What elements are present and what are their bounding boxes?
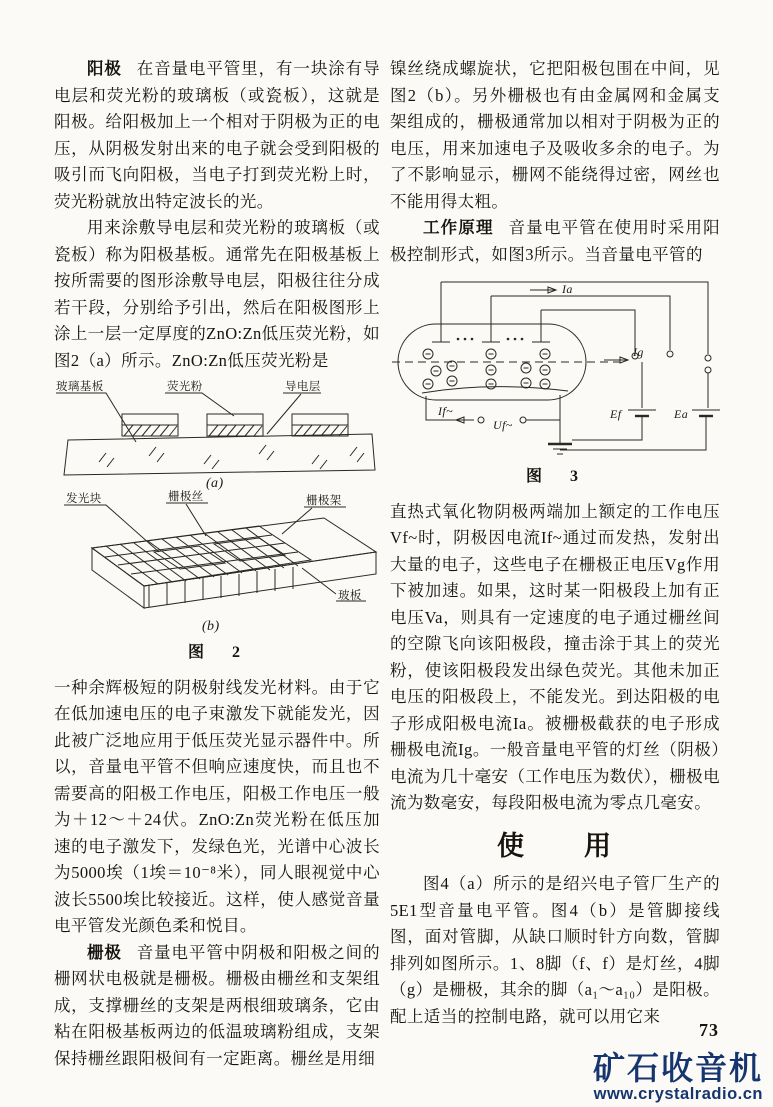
para-anode-heading: 阳极 xyxy=(87,59,122,78)
para-working-principle xyxy=(390,215,720,268)
para-phosphor-material xyxy=(54,675,380,940)
fig2b-label-glass-plate: 玻板 xyxy=(338,590,362,602)
fig3-anode-segments xyxy=(432,282,550,342)
page-number: 73 xyxy=(699,1020,719,1040)
para-anode xyxy=(54,56,380,215)
fig3-label-ea: Ea xyxy=(674,407,689,421)
fig3-label-ef: Ef xyxy=(610,407,622,421)
fig2a-label-glass-base: 玻璃基板 xyxy=(56,381,104,393)
fig2b-grid-mesh xyxy=(92,526,311,586)
fig2a-anode-segments xyxy=(122,414,348,436)
fig3-ground-icon xyxy=(548,444,572,454)
fig3-label-ig: Ig xyxy=(633,345,644,359)
fig2a-label-conductive: 导电层 xyxy=(285,381,321,393)
fig2a-leader-phosphor xyxy=(165,393,234,416)
fig3-label-if: If~ xyxy=(438,404,454,418)
para-grid-text: 音量电平管中阴极和阳极之间的栅网状电极就是栅极。栅极由栅丝和支架组成，支撑栅丝的支架是两根细玻璃条，它由粘在阳极基板两边的低温玻璃粉组成，支架保持栅丝跟阳极间有一定距离。栅丝是用细 xyxy=(54,942,380,1068)
para-phosphor-material-text: 一种余辉极短的阴极射线发光材料。由于它在低加速电压的电子束激发下就能发光，因此被广泛地应用于低压荧光显示器件中。所以，音量电平管不但响应速度快，而且也不需要高的阳极工作电压，阳极工作电压一般为＋12～＋24伏。ZnO:Zn荧光粉在低压加速的电子激发下，发绿色光，光谱中心波长为5000埃（1埃＝10⁻⁸米），同人眼视觉中心波长5500埃比较接近。这样，使人感觉音量电平管发光颜色柔和悦目。 xyxy=(54,677,380,935)
para-working-principle-heading: 工作原理 xyxy=(423,218,494,237)
para-anode-text: 在音量电平管里，有一块涂有导电层和荧光粉的玻璃板（或瓷板），这就是阳极。给阳极加上一个相对于阴极为正的电压，从阴极发射出来的电子就会受到阳极的吸引而飞向阳极，当电子打到荧光粉上时，荧光粉就放出特定波长的光。 xyxy=(54,59,380,211)
fig3-label-uf: Uf~ xyxy=(493,418,513,432)
fig3-label-ia: Ia xyxy=(562,282,573,296)
para-operation-detail xyxy=(390,499,720,817)
watermark-url: www.crystalradio.cn xyxy=(593,1084,763,1103)
fig2a-caption: (a) xyxy=(206,476,224,490)
para-working-principle-text: 音量电平管在使用时采用阳极控制形式，如图3所示。当音量电平管的 xyxy=(390,218,720,264)
figure-3-caption: 图 3 xyxy=(525,468,584,485)
para-anode-base-text: 用来涂敷导电层和荧光粉的玻璃板（或瓷板）称为阳极基板。通常先在阳极基板上按所需要的图形涂敷导电层，阳极往往分成若干段，分别给予引出，然后在阳极图形上涂上一层一定厚度的ZnO:Zn低压荧光粉，如图2（a）所示。ZnO:Zn低压荧光粉是 xyxy=(54,218,380,370)
para-usage xyxy=(390,871,720,1030)
figure-3-drawing xyxy=(390,272,720,462)
para-grid xyxy=(54,940,380,1073)
fig3-electrons xyxy=(423,349,550,389)
fig2b-caption: (b) xyxy=(202,619,220,634)
fig2a-leader-glass-base xyxy=(56,393,136,442)
section-title-usage: 使 用 xyxy=(497,830,613,861)
fig2a-label-phosphor: 荧光粉 xyxy=(167,381,203,393)
fig2a-substrate xyxy=(64,434,375,475)
fig2a-substrate-hatch xyxy=(99,445,364,469)
para-usage-text: 图4（a）所示的是绍兴电子管厂生产的5E1型音量电平管。图4（b）是管脚接线图，面对管脚，从缺口顺时针方向数，管脚排列如图所示。1、8脚（f、f）是灯丝，4脚（g）是栅极，其余的脚（a₁～a₁₀）是阳极。配上适当的控制电路，就可以用它来 xyxy=(390,874,720,1026)
fig3-ia-arrow xyxy=(530,287,556,293)
para-nickel-wire xyxy=(390,56,720,215)
fig2b-leader-grid-wire xyxy=(166,503,208,536)
para-nickel-wire-text: 镍丝绕成螺旋状，它把阳极包围在中间，见图2（b）。另外栅极也有由金属网和金属支架组成的，栅极通常加以相对于阴极为正的电压，用来加速电子及吸收多余的电子。为了不影响显示，栅网不能绕得过密，网丝也不能用得太粗。 xyxy=(390,59,720,211)
fig2b-label-grid-frame: 栅极架 xyxy=(306,495,342,507)
fig2b-label-lum-block: 发光块 xyxy=(66,493,102,505)
para-anode-base xyxy=(54,215,380,374)
fig2b-label-grid-wire: 栅极丝 xyxy=(168,491,204,503)
right-column xyxy=(390,56,720,1030)
para-grid-heading: 栅极 xyxy=(87,942,122,962)
watermark-title: 矿石收音机 xyxy=(592,1050,763,1087)
figure-2 xyxy=(54,378,380,667)
left-column xyxy=(54,56,380,1072)
fig2b-leader-grid-frame xyxy=(282,507,346,534)
figure-2a-drawing xyxy=(54,378,380,490)
figure-2b-drawing xyxy=(54,490,380,638)
figure-2-caption: 图 2 xyxy=(187,644,246,661)
fig3-wiring xyxy=(441,282,711,408)
para-operation-detail-text: 直热式氧化物阴极两端加上额定的工作电压Vf~时，阴极因电流If~通过而发热，发射出大量的电子，这些电子在栅极正电压Vg作用下被加速。如果，这时某一阳极段上加有正电压Va，则具有一定速度的电子通过栅丝间的空隙飞向该阳极段，撞击涂于其上的荧光粉，使该阳极段发出绿色荧光。其他未加正电压的阳极段上，不能发光。到达阳极的电子形成阳极电流Ia。被栅极截获的电子形成栅极电流Ig。一般音量电平管的灯丝（阴极）电流为几十毫安（工作电压为数伏），栅极电流为数毫安，每段阳极电流为零点几毫安。 xyxy=(390,501,720,812)
watermark xyxy=(593,1052,763,1103)
fig2b-front-stripes xyxy=(149,567,293,607)
figure-3 xyxy=(390,272,720,491)
